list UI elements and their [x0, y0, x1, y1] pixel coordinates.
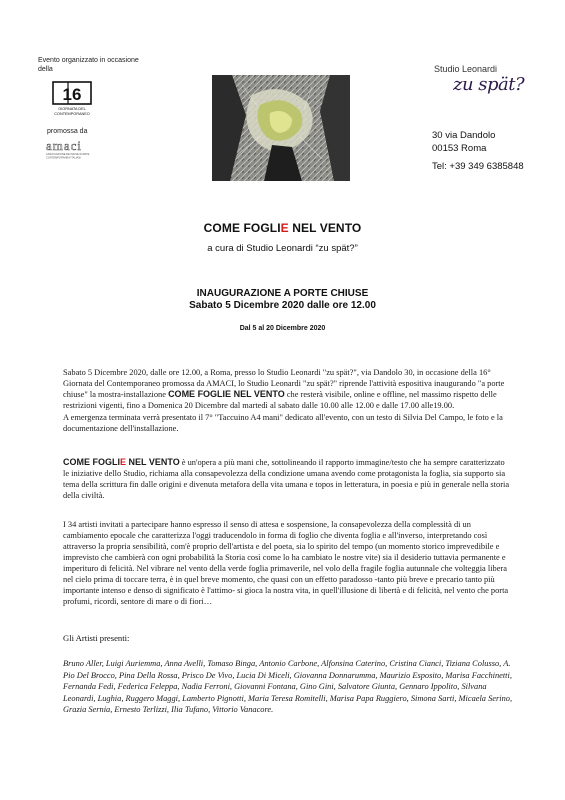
p3-title-a: COME FOGLI	[63, 457, 120, 467]
curated-by: a cura di Studio Leonardi “zu spät?”	[207, 243, 358, 254]
inauguration-date: Sabato 5 Dicembre 2020 dalle ore 12.00	[189, 300, 376, 311]
exhibition-title	[0, 221, 565, 235]
organized-by-text: Evento organizzato in occasione della	[38, 57, 139, 73]
p3-title-red: E	[120, 457, 127, 467]
artists-label: Gli Artisti presenti:	[63, 633, 130, 643]
address-line-2: 00153 Roma	[432, 143, 487, 154]
amaci-logo	[45, 138, 97, 160]
p1-title: COME FOGLIE NEL VENTO	[168, 389, 285, 399]
giornata-contemporaneo-logo	[52, 81, 92, 117]
title-part-1: COME FOGLI	[203, 221, 281, 235]
paragraph-intro	[63, 367, 511, 411]
logo16-caption-1: GIORNATA DEL	[58, 107, 86, 111]
paragraph-artists-concept: I 34 artisti invitati a partecipare hanno espresso il senso di attesa e sospensione, la consapevolezza della complessità di un cambiamento epocale che caratterizza l'oggi traducendolo in forma di foglio che diventa foglia e all'inverso, interpretando così attraverso la propria sensibilità, com'è proprio dell'artista e del poeta, sia lo spirito del tempo (un momento storico imprevedibile e imprevisto che cambierà con ogni probabilità la Storia così come lo ha cambiato le nostre vite) sia il desiderio tuttavia permanente e imperituro di felicità. Nel vibrare nel vento della verde foglia primaverile, nel volo della fragile foglia autunnale che volteggia libera nel cielo prima di toccare terra, è in quel breve momento, che quasi con un effetto paradosso -tanto più breve e precario tanto più importante intenso e denso di significato è l'attimo- si gioca la nostra vita, in quell'illusione di libertà e di felicità, nel vento che porta profumi, ricordi, sentore di mare o di fiori…	[63, 520, 509, 606]
promoted-by-label: promossa da	[47, 128, 88, 135]
logo16-number: 16	[62, 85, 82, 104]
title-red-letter: E	[280, 221, 289, 235]
artwork-image	[212, 75, 350, 181]
studio-name: Studio Leonardi	[434, 64, 498, 74]
exhibition-dates: Dal 5 al 20 Dicembre 2020	[239, 325, 326, 332]
p1-text-a: Sabato 5 Dicembre 2020, dalle ore 12.00, a Roma, presso lo Studio Leonardi "zu spät?", via Dandolo 30, in occasione della 16° Giornata del Contemporaneo promossa da AMACI, lo Studio Leonardi "zu spät?" riprende l'attività espositiva inaugurando "a porte chiuse" la mostra-installazione	[63, 368, 505, 399]
address-line-1: 30 via Dandolo	[432, 130, 496, 141]
p1-text-b: che resterà visibile, online e offline, nel massimo rispetto delle restrizioni vigenti, fino a Domenica 20 Dicembre dal martedì al sabato dalle 10.00 alle 12.00 e dalle 17.00 alle19.00.	[63, 390, 497, 410]
amaci-caption-2: CONTEMPORANEA ITALIANI	[46, 156, 81, 160]
logo16-caption-2: CONTEMPORANEO	[54, 112, 90, 116]
artists-list: Bruno Aller, Luigi Auriemma, Anna Avelli, Tomaso Binga, Antonio Carbone, Alfonsina Caterino, Cristina Cianci, Tiziana Colusso, A. Pio Del Brocco, Pina Della Rossa, Prisco De Vivo, Lucia Di Miceli, Giovanna Donnarumma, Maurizio Esposito, Marisa Facchinetti, Fernanda Fedi, Federica Feleppa, Nadia Ferroni, Giovanni Fontana, Gino Gini, Salvatore Giunta, Gennaro Ippolito, Silvana Leonardi, Lughia, Ruggero Maggi, Lamberto Pignotti, Maria Teresa Romitelli, Marisa Papa Ruggiero, Simona Sarti, Micaela Serino, Grazia Sernia, Ernesto Terlizzi, Ilia Tufano, Vittorio Vanacore.	[63, 659, 513, 714]
paragraph-description	[63, 457, 511, 501]
studio-logo-text: zu spät?	[453, 74, 525, 95]
amaci-logo-text: amaci	[46, 138, 83, 153]
p3-title-b: NEL VENTO	[126, 457, 180, 467]
p3-body: è un'opera a più mani che, sottolineando il rapporto immagine/testo che ha sempre caratterizzato le iniziative dello Studio, richiama alla consapevolezza della condizione umana avendo come protagonista la foglia, sia supporto sia tema della scrittura fin dalle origini e divenuta metafora della vita umana e topos in letteratura, in poesia e più in generale nella storia della civiltà.	[63, 458, 510, 500]
inauguration-heading: INAUGURAZIONE A PORTE CHIUSE	[196, 288, 369, 299]
paragraph-taccuino: A emergenza terminata verrà presentato il 7° "Taccuino A4 mani" dedicato all'evento, con un testo di Silvia Del Campo, le foto e la documentazione dell'installazione.	[63, 413, 503, 433]
amaci-caption-1: ASSOCIAZIONE DEI MUSEI D'ARTE	[46, 153, 90, 156]
title-part-2: NEL VENTO	[288, 221, 362, 235]
phone-number: Tel: +39 349 6385848	[432, 161, 524, 172]
